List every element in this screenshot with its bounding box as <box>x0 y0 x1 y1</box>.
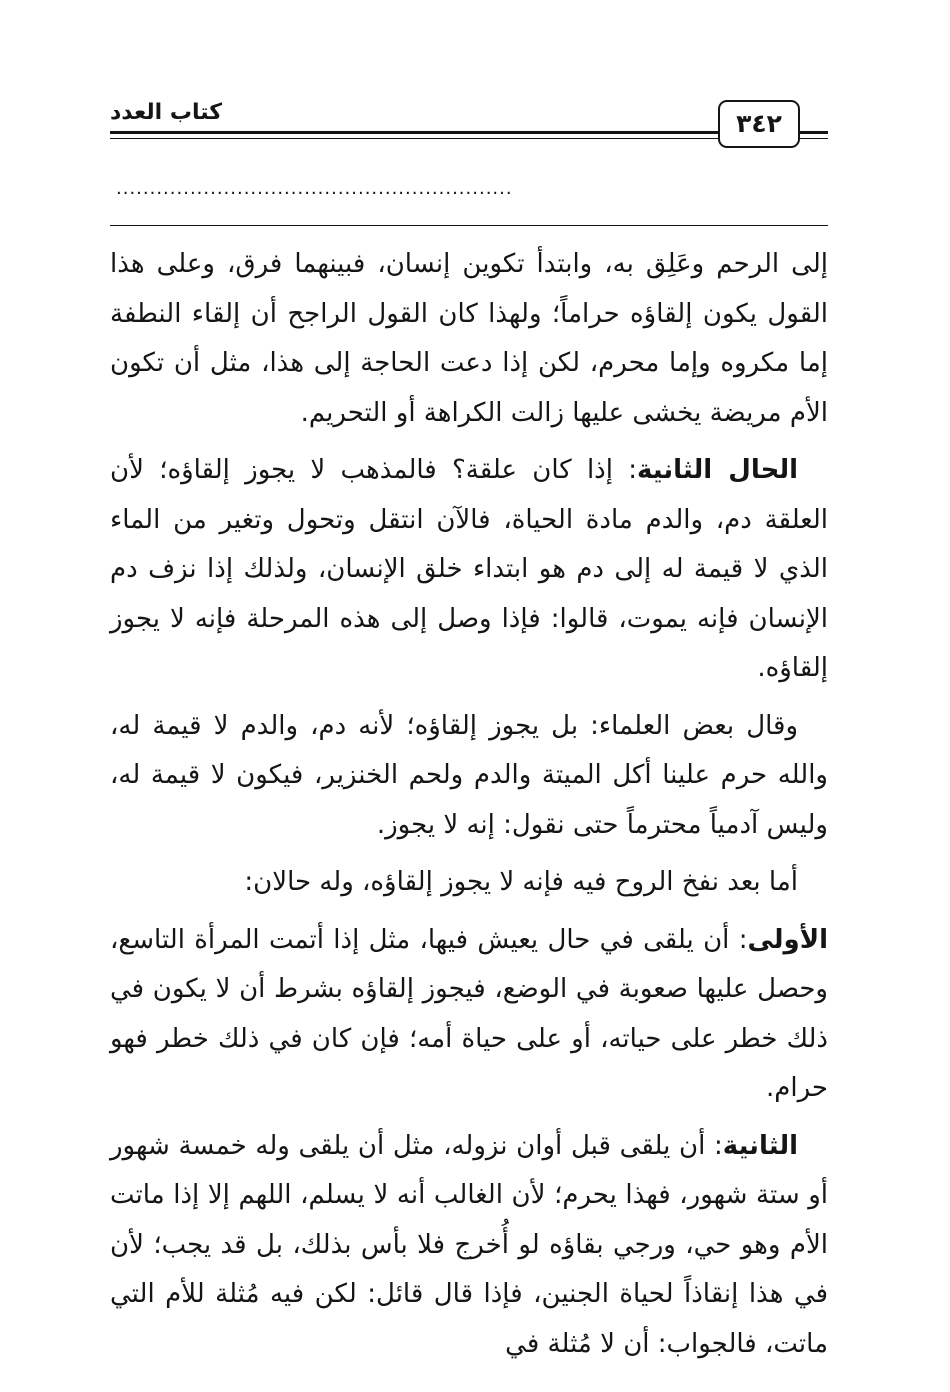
paragraph-text: وقال بعض العلماء: بل يجوز إلقاؤه؛ لأنه دم، والدم لا قيمة له، والله حرم علينا أكل الميتة والدم ولحم الخنزير، فيكون لا قيمة له، وليس آدمياً محترماً حتى نقول: إنه لا يجوز. <box>110 710 828 840</box>
paragraph-heading: الحال الثانية <box>637 455 799 485</box>
paragraph-text: : إذا كان علقة؟ فالمذهب لا يجوز إلقاؤه؛ لأن العلقة دم، والدم مادة الحياة، فالآن انتقل وتحول وتغير من الماء الذي لا قيمة له إلى دم هو ابتداء خلق الإنسان، ولذلك إذا نزف دم الإنسان فإنه يموت، قالوا: فإذا وصل إلى هذه المرحلة فإنه لا يجوز إلقاؤه. <box>110 455 828 683</box>
paragraph <box>110 702 828 851</box>
page-header <box>110 78 828 148</box>
paragraph-text: أما بعد نفخ الروح فيه فإنه لا يجوز إلقاؤه، وله حالان: <box>244 867 798 897</box>
paragraph-text: : أن يلقى في حال يعيش فيها، مثل إذا أتمت المرأة التاسع، وحصل عليها صعوبة في الوضع، فيجوز إلقاؤه بشرط أن لا يكون في ذلك خطر على حياته، أو على حياة أمه؛ فإن كان في ذلك خطر فهو حرام. <box>110 924 828 1103</box>
paragraph-text: : أن يلقى قبل أوان نزوله، مثل أن يلقى وله خمسة شهور أو ستة شهور، فهذا يحرم؛ لأن الغالب أنه لا يسلم، اللهم إلا إذا ماتت الأم وهو حي، ورجي بقاؤه لو أُخرج فلا بأس بذلك، بل قد يجب؛ لأن في هذا إنقاذاً لحياة الجنين، فإذا قال قائل: لكن فيه مُثلة للأم التي ماتت، فالجواب: أن لا مُثلة في <box>110 1130 828 1359</box>
paragraph <box>110 1122 828 1370</box>
paragraph <box>110 916 828 1114</box>
separator-line <box>110 225 828 226</box>
book-title: كتاب العدد <box>110 100 223 125</box>
separator-dots: ........................................................... <box>116 178 513 199</box>
page-number: ٣٤٢ <box>718 100 800 148</box>
paragraph <box>110 858 828 908</box>
paragraph <box>110 240 828 438</box>
paragraph-heading: الثانية <box>722 1130 798 1161</box>
paragraph-text: إلى الرحم وعَلِق به، وابتدأ تكوين إنسان، فبينهما فرق، وعلى هذا القول يكون إلقاؤه حراماً؛ ولهذا كان القول الراجح أن إلقاء النطفة إما مكروه وإما محرم، لكن إذا دعت الحاجة إلى هذا، مثل أن تكون الأم مريضة يخشى عليها زالت الكراهة أو التحريم. <box>110 249 828 428</box>
body-text <box>110 240 828 1377</box>
paragraph <box>110 446 828 694</box>
paragraph-heading: الأولى <box>747 924 828 955</box>
